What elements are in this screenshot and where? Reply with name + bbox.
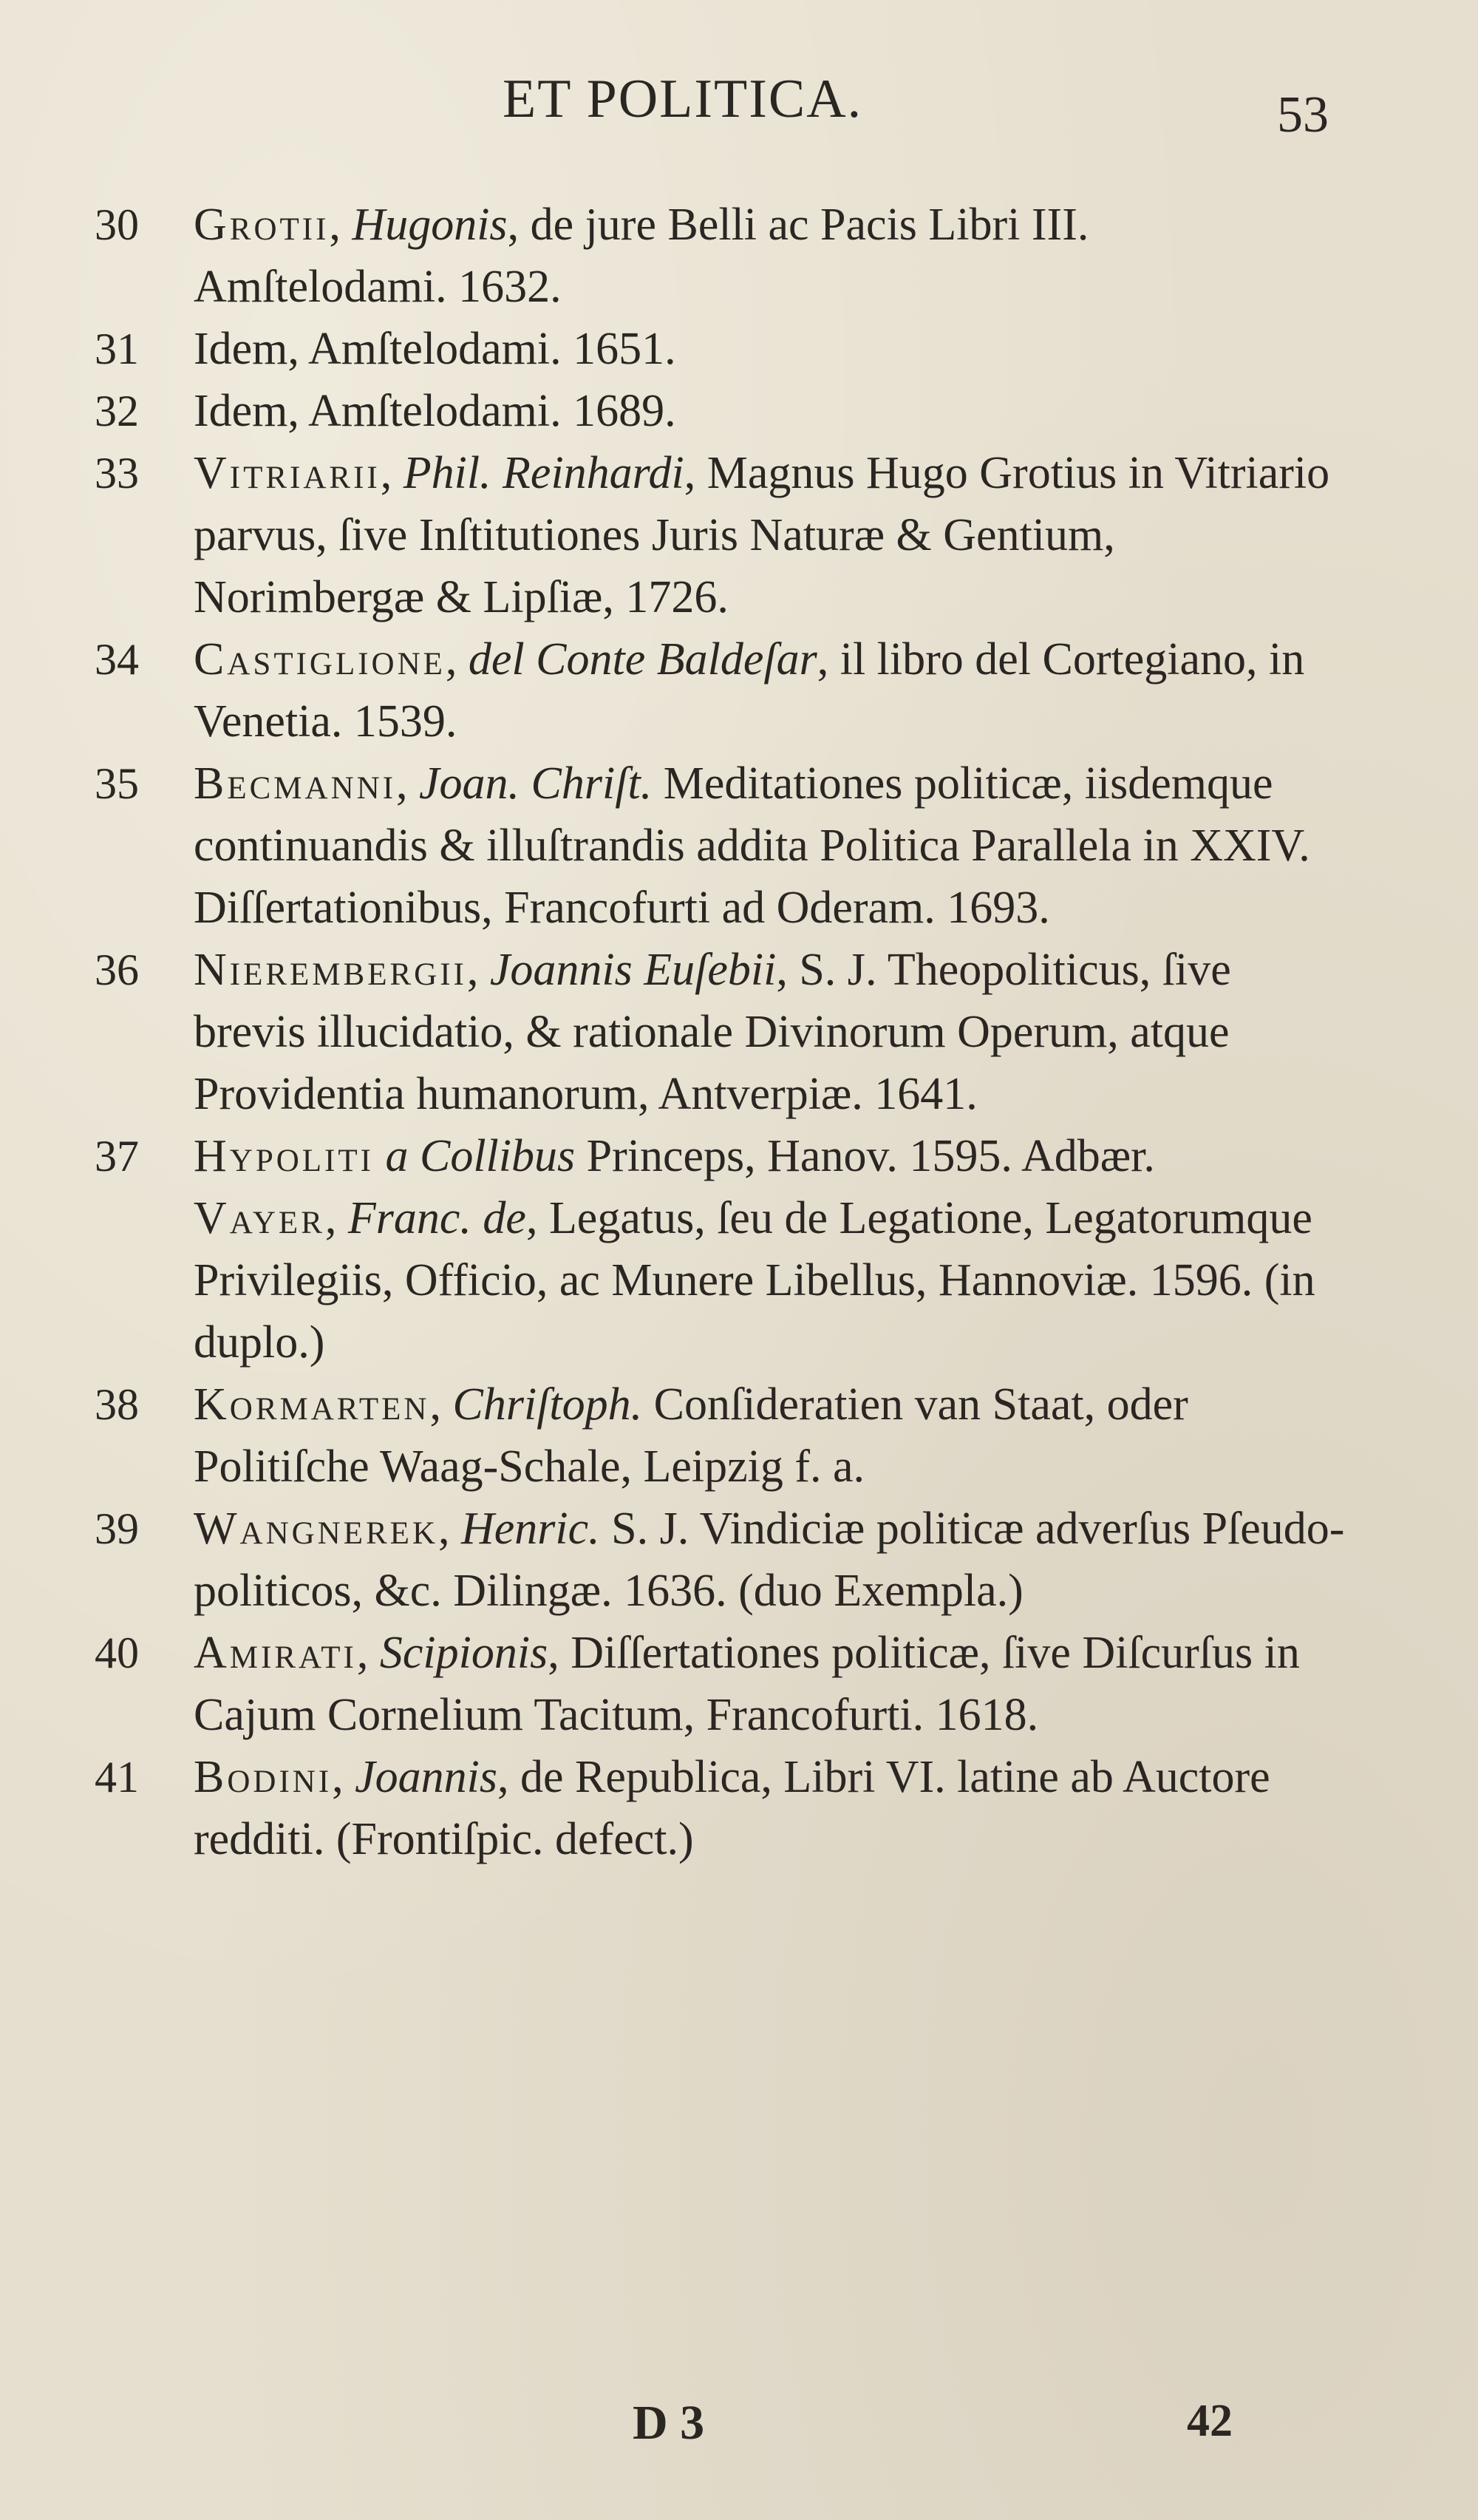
entry-forename: Joannis [355,1752,498,1802]
entry-number: 33 [95,449,139,497]
entry-text: , de Republica, Libri VI. latine ab Auctore redditi. (Frontiſpic. defect.) [194,1752,1270,1864]
signature-mark: D 3 [633,2396,705,2450]
entry-number: 32 [95,387,139,435]
entry-number: 41 [95,1753,139,1801]
entry-number: 34 [95,635,139,684]
catalog-entry-31 [74,318,1345,380]
entry-text: Idem, Amſtelodami. 1689. [194,386,676,436]
entry-text: Princeps, Hanov. 1595. Adbær. [575,1131,1155,1181]
entry-text: S. J. Vindiciæ politicæ adverſus Pſeudo-politicos, &c. Dilingæ. 1636. (duo Exempla.) [194,1504,1345,1616]
entry-text: , il libro del Cortegiano, in Venetia. 1539. [194,634,1305,747]
entry-forename: a Collibus [385,1131,576,1181]
page-number: 53 [1277,86,1329,143]
catalog-entry-33: 33 Vitriarii, Phil. Reinhardi, Magnus Hugo Grotius in Vitriario parvus, ſive Inſtitutiones Juris Naturæ & Gentium, Norimbergæ & Lipſiæ, 1726. [74,442,1345,628]
entry-number: 37 [95,1132,139,1181]
entry-number: 40 [95,1629,139,1677]
running-head: ET POLITICA. [503,69,863,129]
entry-author: Becmanni [194,758,397,809]
catalog-entry-38: 38 Kormarten, Chriſtoph. Conſideratien van Staat, oder Politiſche Waag-Schale, Leipzig f. a. [74,1373,1345,1498]
catalog-entry-32 [74,380,1345,442]
catalog-entry-41: 41 Bodini, Joannis, de Republica, Libri VI. latine ab Auctore redditi. (Frontiſpic. defect.) [74,1746,1345,1870]
entry-number: 38 [95,1380,139,1429]
entry-text: Meditationes politicæ, iisdemque continuandis & illuſtrandis addita Politica Parallela in XXIV. Diſſertationibus, Francofurti ad Oderam. 1693. [194,758,1310,933]
entry-text: , S. J. Theopoliticus, ſive brevis illucidatio, & rationale Divinorum Operum, atque Providentia humanorum, Antverpiæ. 1641. [194,945,1231,1119]
entry-forename: Franc. de [347,1193,526,1243]
entry-forename: Joannis Euſebii [489,945,777,995]
entry-forename: Joan. Chriſt. [419,758,653,809]
entry-author: Kormarten [194,1379,430,1430]
entry-author: Vayer [194,1193,325,1243]
entry-number: 30 [95,200,139,249]
entry-number: 31 [95,325,139,373]
entry-forename: del Conte Baldeſar [468,634,817,685]
entry-author: Hypoliti [194,1131,374,1181]
entry-author: Bodini [194,1752,333,1802]
entry-author: Castiglione [194,634,446,685]
entry-forename: Hugonis [352,200,508,250]
entry-author: Nierembergii [194,945,467,995]
entry-author: Amirati [194,1628,357,1678]
catalog-entry-36: 36 Nierembergii, Joannis Euſebii, S. J. Theopoliticus, ſive brevis illucidatio, & rationale Divinorum Operum, atque Providentia humanorum, Antverpiæ. 1641. [74,939,1345,1125]
entry-author: Grotii [194,200,330,250]
entry-number: 35 [95,759,139,808]
entry-number: 39 [95,1504,139,1553]
entry-text: , Magnus Hugo Grotius in Vitriario parvus, ſive Inſtitutiones Juris Naturæ & Gentium, Norimbergæ & Lipſiæ, 1726. [194,448,1330,622]
catalog-entry-37-sub: Vayer, Franc. de, Legatus, ſeu de Legatione, Legatorumque Privilegiis, Officio, ac Munere Libellus, Hannoviæ. 1596. (in duplo.) [194,1193,1315,1368]
entry-forename: Henric. [461,1504,600,1554]
catalog-entry-39: 39 Wangnerek, Henric. S. J. Vindiciæ politicæ adverſus Pſeudo-politicos, &c. Dilingæ. 1636. (duo Exempla.) [74,1498,1345,1622]
entry-text: , de jure Belli ac Pacis Libri III. Amſtelodami. 1632. [194,200,1089,312]
catchword: 42 [1187,2396,1233,2446]
entry-author: Wangnerek [194,1504,438,1554]
catalog-entry-40: 40 Amirati, Scipionis, Diſſertationes politicæ, ſive Diſcurſus in Cajum Cornelium Tacitum, Francofurti. 1618. [74,1622,1345,1746]
catalog-entry-37 [74,1125,1345,1187]
entry-text: Idem, Amſtelodami. 1651. [194,324,676,374]
catalog-entry-35: 35 Becmanni, Joan. Chriſt. Meditationes politicæ, iisdemque continuandis & illuſtrandis addita Politica Parallela in XXIV. Diſſertationibus, Francofurti ad Oderam. 1693. [74,753,1345,939]
entry-text: , Legatus, ſeu de Legatione, Legatorumque Privilegiis, Officio, ac Munere Libellus, Hannoviæ. 1596. (in duplo.) [194,1193,1315,1368]
entry-forename: Scipionis [379,1628,548,1678]
entry-text: Conſideratien van Staat, oder Politiſche Waag-Schale, Leipzig f. a. [194,1379,1188,1492]
catalog-entry-30: 30 Grotii, Hugonis, de jure Belli ac Pacis Libri III. Amſtelodami. 1632. [74,194,1345,318]
catalog-entries [74,194,1345,1870]
entry-number: 36 [95,945,139,994]
entry-forename: Chriſtoph. [452,1379,643,1430]
entry-author: Vitriarii [194,448,381,498]
catalog-entry-34: 34 Castiglione, del Conte Baldeſar, il libro del Cortegiano, in Venetia. 1539. [74,628,1345,753]
entry-text: , Diſſertationes politicæ, ſive Diſcurſus in Cajum Cornelium Tacitum, Francofurti. 1618. [194,1628,1300,1740]
entry-forename: Phil. Reinhardi [403,448,684,498]
